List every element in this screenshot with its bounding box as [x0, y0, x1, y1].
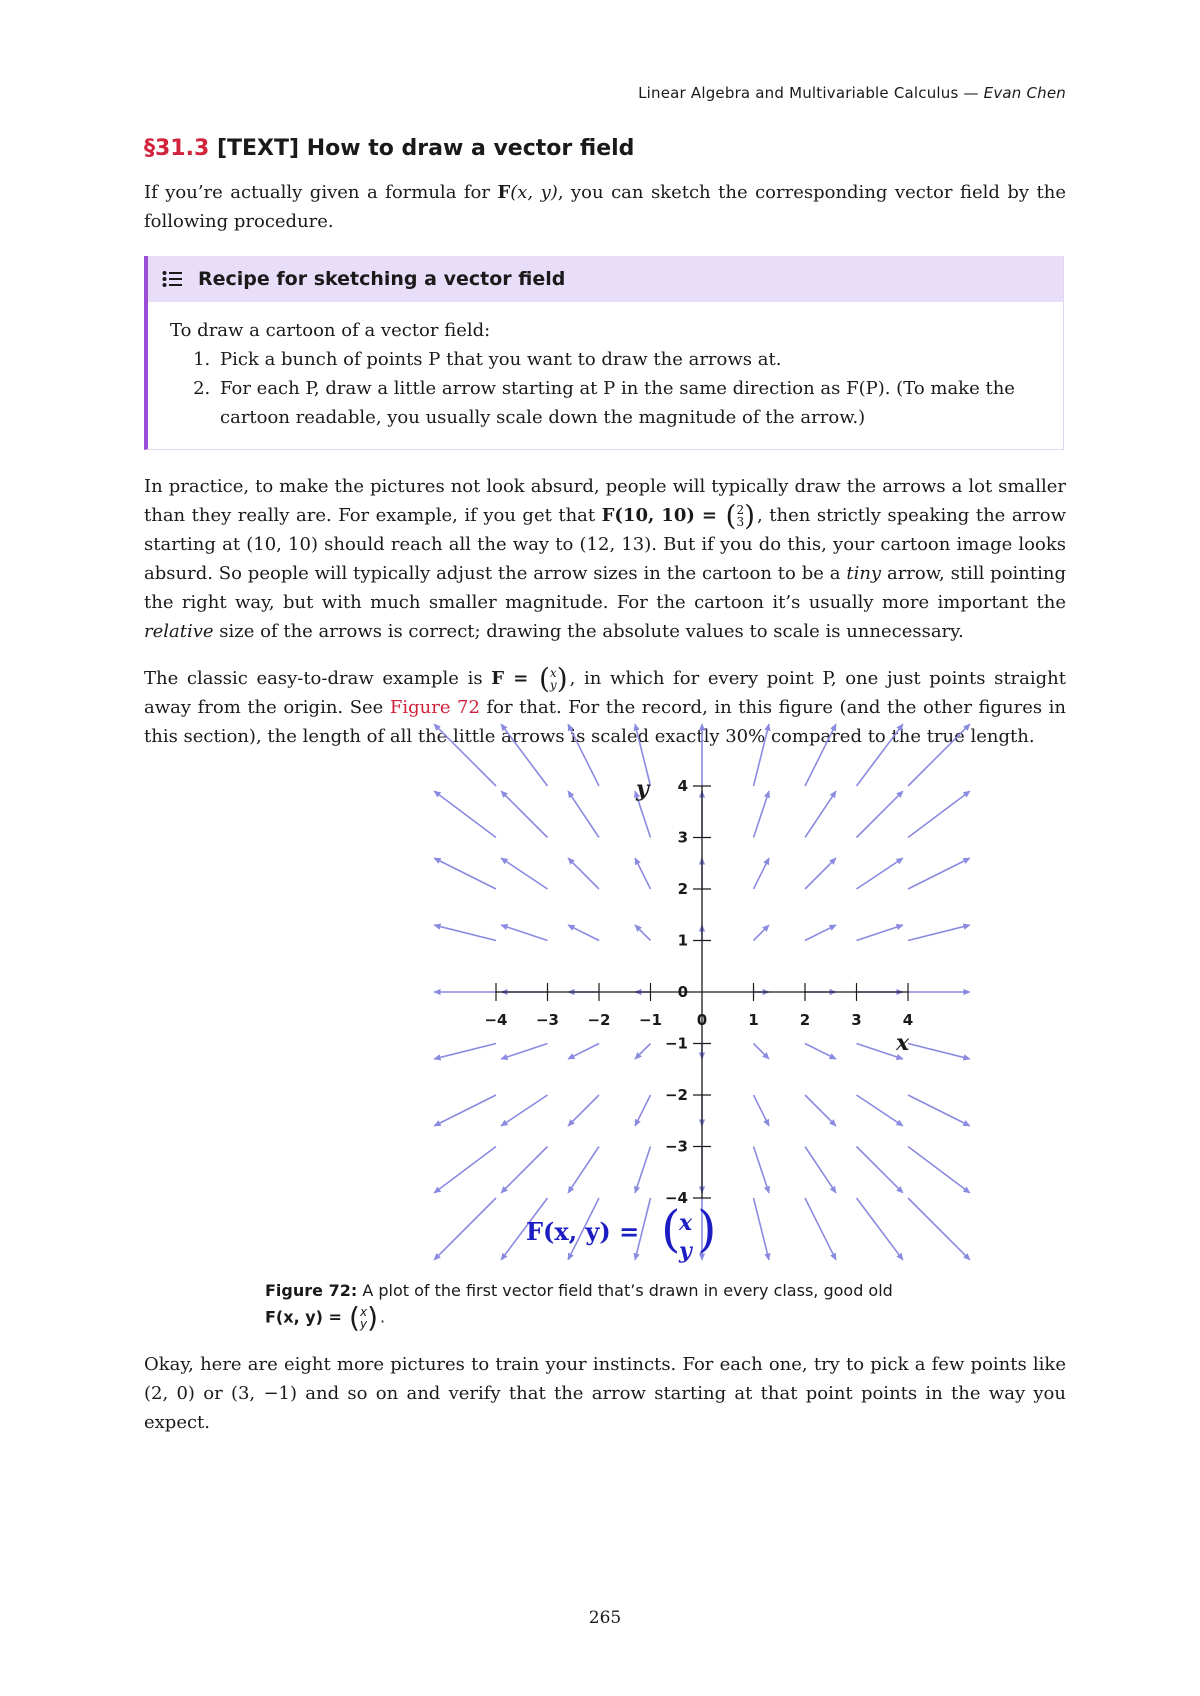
field-arrow: [434, 925, 496, 940]
page: [144, 0, 1066, 1696]
field-arrow: [908, 1147, 970, 1193]
field-arrow: [805, 791, 836, 837]
y-tick-label: −3: [664, 1137, 688, 1156]
field-arrow: [568, 925, 599, 940]
field-arrow: [908, 1198, 970, 1260]
column-vector: ( x y ): [538, 662, 568, 695]
column-vector: ( 2 3 ): [725, 499, 756, 532]
vector-field-plot: [384, 772, 914, 1282]
x-tick-label: −2: [587, 1011, 611, 1029]
x-tick-label: 3: [851, 1011, 862, 1029]
book-title: Linear Algebra and Multivariable Calculus: [638, 84, 959, 102]
x-tick-label: 4: [902, 1011, 914, 1029]
field-arrow: [635, 1044, 650, 1059]
field-arrow: [635, 1147, 650, 1193]
field-arrow: [501, 1147, 547, 1193]
recipe-intro: To draw a cartoon of a vector field:: [170, 320, 491, 341]
section-title: [TEXT] How to draw a vector field: [209, 136, 635, 161]
field-arrow: [857, 858, 903, 889]
caption-label: Figure 72:: [265, 1281, 358, 1300]
svg-text:(: (: [661, 1200, 681, 1258]
field-arrow: [635, 858, 650, 889]
y-tick-label: 4: [677, 777, 688, 795]
y-tick-label: −4: [664, 1189, 688, 1207]
field-arrow: [635, 1095, 650, 1126]
recipe-step: 2. For each P, draw a little arrow starting at P in the same direction as F(P). (To make the cartoon readable, you usually scale down the magnitude of the arrow.): [216, 374, 1063, 432]
field-arrow: [754, 925, 769, 940]
field-arrow: [805, 1095, 836, 1126]
y-tick-label: 0: [677, 983, 688, 1001]
x-tick-label: −4: [484, 1011, 508, 1029]
recipe-steps: [170, 345, 1063, 432]
field-arrow: [908, 858, 970, 889]
paragraph-classic: The classic easy-to-draw example is F = ( x y ) , in which for every point P, one just points straight away from the origin. See Figure 72 for that. For the record, in this figure (and the other figures in this section), the length of all the little arrows is scaled exactly 30% compared to the true length.: [144, 662, 1067, 747]
vector-field-figure: [384, 772, 914, 1282]
field-arrow: [501, 791, 547, 837]
field-arrow: [908, 791, 970, 837]
page-number: 265: [588, 1608, 622, 1628]
field-arrow: [434, 858, 496, 889]
recipe-header: [148, 256, 1063, 302]
field-arrow: [857, 1095, 903, 1126]
author: Evan Chen: [983, 84, 1066, 102]
svg-text:y: y: [679, 1238, 692, 1264]
x-tick-label: 0: [696, 1011, 708, 1029]
y-tick-label: 3: [677, 828, 688, 847]
field-arrow: [908, 1044, 970, 1059]
field-arrow: [434, 1147, 496, 1193]
field-arrow: [754, 858, 769, 889]
field-arrow: [568, 1095, 599, 1126]
field-arrow: [805, 1147, 836, 1193]
running-head: Linear Algebra and Multivariable Calculus — Evan Chen: [638, 84, 1066, 102]
x-tick-label: −1: [638, 1011, 663, 1029]
y-tick-label: 1: [677, 931, 688, 950]
y-tick-label: −2: [664, 1086, 688, 1104]
field-arrow: [501, 1095, 547, 1126]
field-arrow: [434, 1198, 496, 1260]
field-arrow: [754, 1044, 769, 1059]
field-arrow: [501, 858, 547, 889]
recipe-title: Recipe for sketching a vector field: [198, 268, 566, 290]
list-icon: [162, 270, 182, 288]
recipe-step: 1. Pick a bunch of points P that you want to draw the arrows at.: [216, 345, 1063, 374]
field-arrow: [568, 1044, 599, 1059]
y-tick-label: −1: [664, 1034, 688, 1053]
field-arrow: [805, 1044, 836, 1059]
field-arrow: [754, 1095, 769, 1126]
field-arrow: [568, 858, 599, 889]
field-arrow: [805, 1198, 836, 1260]
x-axis-label: x: [896, 1030, 910, 1056]
field-arrow: [805, 858, 836, 889]
section-number: §31.3: [144, 136, 210, 161]
figure-reference-link[interactable]: Figure 72: [389, 697, 480, 718]
field-arrow: [635, 925, 650, 940]
field-arrow: [857, 791, 903, 837]
field-arrow: [501, 1044, 547, 1059]
recipe-body: [148, 302, 1063, 432]
paragraph-intro: If you’re actually given a formula for F(x, y), you can sketch the corresponding vector field by the following procedure.: [144, 182, 1066, 232]
y-axis-label: y: [636, 776, 649, 802]
figure-caption: Figure 72: A plot of the first vector field that’s drawn in every class, good old F(x, y) = ( x y ) .: [265, 1281, 893, 1334]
x-tick-label: 1: [748, 1011, 759, 1029]
section-heading: [144, 136, 634, 161]
recipe-box: [144, 256, 1064, 450]
y-tick-label: 2: [677, 880, 688, 898]
field-arrow: [568, 1147, 599, 1193]
field-arrow: [501, 925, 547, 940]
field-arrow: [805, 925, 836, 940]
field-arrow: [908, 1095, 970, 1126]
svg-text:): ): [697, 1200, 717, 1258]
svg-text:F(x, y) =: F(x, y) =: [526, 1217, 640, 1246]
column-vector: ( x y ): [349, 1301, 379, 1334]
field-arrow: [754, 1198, 769, 1260]
field-arrow: [754, 1147, 769, 1193]
field-arrow: [434, 1044, 496, 1059]
field-arrow: [434, 791, 496, 837]
field-arrow: [857, 1147, 903, 1193]
field-formula: [526, 1200, 717, 1264]
paragraph-practice: In practice, to make the pictures not look absurd, people will typically draw the arrows a lot smaller than they really are. For example, if you get that F(10, 10) = ( 2 3 ) , then strictly speaking the arrow starting at (10, 10) should reach all the way to (12, 13). But if you do this, your cartoon image looks absurd. So people will typically adjust the arrow sizes in the cartoon to be a tiny arrow, still pointing the right way, but with much smaller magnitude. For the cartoon it’s usually more important the relative size of the arrows is correct; drawing the absolute values to scale is unnecessary.: [144, 476, 1066, 642]
x-tick-label: −3: [535, 1011, 560, 1029]
paragraph-eight-more: Okay, here are eight more pictures to train your instincts. For each one, try to pick a few points like (2, 0) or (3, −1) and so on and verify that the arrow starting at that point points in the way you expect.: [144, 1354, 1066, 1433]
field-arrow: [568, 791, 599, 837]
field-arrow: [908, 925, 970, 940]
x-tick-label: 2: [799, 1011, 811, 1029]
field-arrow: [434, 1095, 496, 1126]
field-arrow: [857, 1198, 903, 1260]
field-arrow: [857, 925, 903, 940]
field-arrow: [754, 791, 769, 837]
svg-text:x: x: [679, 1210, 693, 1236]
